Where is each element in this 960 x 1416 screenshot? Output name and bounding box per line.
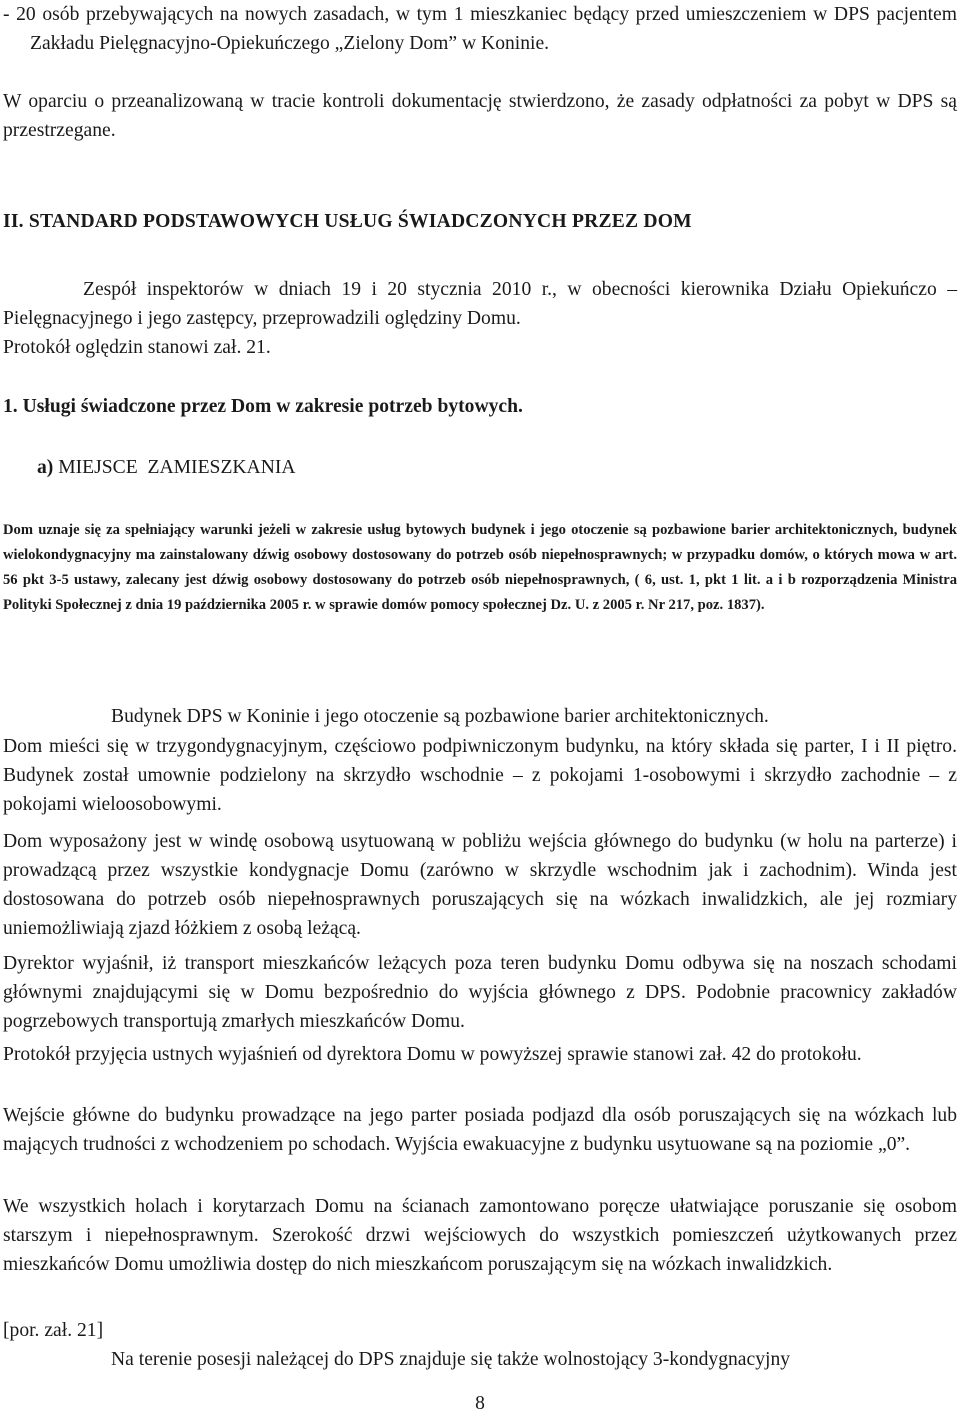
paragraph-building-floors: Dom mieści się w trzygondygnacyjnym, częściowo podpiwniczonym budynku, na który składa się parter, I i II piętro. Budynek został umownie podzielony na skrzydło wschodnie – z pokojami 1-osobowymi i skrzydło zachodnie – z pokojami wieloosobowymi. [3, 736, 957, 815]
paragraph-building-barriers: Budynek DPS w Koninie i jego otoczenie są pozbawione barier architektonicznych. [111, 706, 769, 727]
paragraph-reference: [por. zał. 21] [3, 1320, 104, 1341]
paragraph-inspection-team: Zespół inspektorów w dniach 19 i 20 stycznia 2010 r., w obecności kierownika Działu Opiekuńczo – Pielęgnacyjnego i jego zastępcy, przeprowadzili oględziny Domu. [3, 279, 957, 329]
section-heading: II. STANDARD PODSTAWOWYCH USŁUG ŚWIADCZONYCH PRZEZ DOM [3, 211, 692, 232]
paragraph-protocol-ref: Protokół oględzin stanowi zał. 21. [3, 337, 271, 358]
paragraph-main-entrance: Wejście główne do budynku prowadzące na jego parter posiada podjazd dla osób poruszających się na wózkach lub mających trudności z wchodzeniem po schodach. Wyjścia ewakuacyjne z budynku usytuowane są na poziomie „0”. [3, 1105, 957, 1155]
paragraph-explanations-protocol: Protokół przyjęcia ustnych wyjaśnień od dyrektora Domu w powyższej sprawie stanowi zał. 42 do protokołu. [3, 1044, 862, 1065]
subsubsection-letter: a) [37, 457, 54, 478]
paragraph-handrails-doors: We wszystkich holach i korytarzach Domu na ścianach zamontowano poręcze ułatwiające poruszanie się osobom starszym i niepełnosprawnym. Szerokość drzwi wejściowych do wszystkich pomieszczeń użytkowanych przez mieszkańców Domu umożliwia dostęp do nich mieszkańcom poruszającym się na wózkach inwalidzkich. [3, 1196, 957, 1275]
subsubsection-title: MIEJSCE ZAMIESZKANIA [58, 457, 296, 478]
paragraph-lift: Dom wyposażony jest w windę osobową usytuowaną w pobliżu wejścia głównego do budynku (w holu na parterze) i prowadzącą przez wszystkie kondygnacje Domu (zarówno w skrzydle wschodnim jak i zachodnim). Winda jest dostosowana do potrzeb osób niepełnosprawnych poruszających się na wózkach inwalidzkich, ale jej rozmiary uniemożliwiają zjazd łóżkiem z osobą leżącą. [3, 831, 957, 939]
subsection-heading: 1. Usługi świadczone przez Dom w zakresie potrzeb bytowych. [3, 396, 523, 417]
paragraph-standard-definition: Dom uznaje się za spełniający warunki jeżeli w zakresie usług bytowych budynek i jego otoczenie są pozbawione barier architektonicznych, budynek wielokondygnacyjny ma zainstalowany dźwig osobowy dostosowany do potrzeb osób niepełnosprawnych; w przypadku domów, o których mowa w art. 56 pkt 3-5 ustawy, zalecany jest dźwig osobowy dostosowany do potrzeb osób niepełnosprawnych, ( 6, ust. 1, pkt 1 lit. a i b rozporządzenia Ministra Polityki Społecznej z dnia 19 października 2005 r. w sprawie domów pomocy społecznej Dz. U. z 2005 r. Nr 217, poz. 1837). [3, 522, 957, 613]
page-number: 8 [475, 1393, 485, 1414]
paragraph-payment-rules: W oparciu o przeanalizowaną w tracie kontroli dokumentację stwierdzono, że zasady odpłatności za pobyt w DPS są przestrzegane. [3, 91, 957, 141]
paragraph-premises: Na terenie posesji należącej do DPS znajduje się także wolnostojący 3-kondygnacyjny [111, 1349, 791, 1370]
paragraph-residents-list-item: - 20 osób przebywających na nowych zasadach, w tym 1 mieszkaniec będący przed umieszczeniem w DPS pacjentem Zakładu Pielęgnacyjno-Opiekuńczego „Zielony Dom” w Koninie. [3, 4, 957, 54]
subsubsection-heading [3, 457, 957, 479]
paragraph-director-explanation: Dyrektor wyjaśnił, iż transport mieszkańców leżących poza teren budynku Domu odbywa się na noszach schodami głównymi znajdującymi się w Domu bezpośrednio do wyjścia głównego z DPS. Podobnie pracownicy zakładów pogrzebowych transportują zmarłych mieszkańców Domu. [3, 953, 957, 1032]
